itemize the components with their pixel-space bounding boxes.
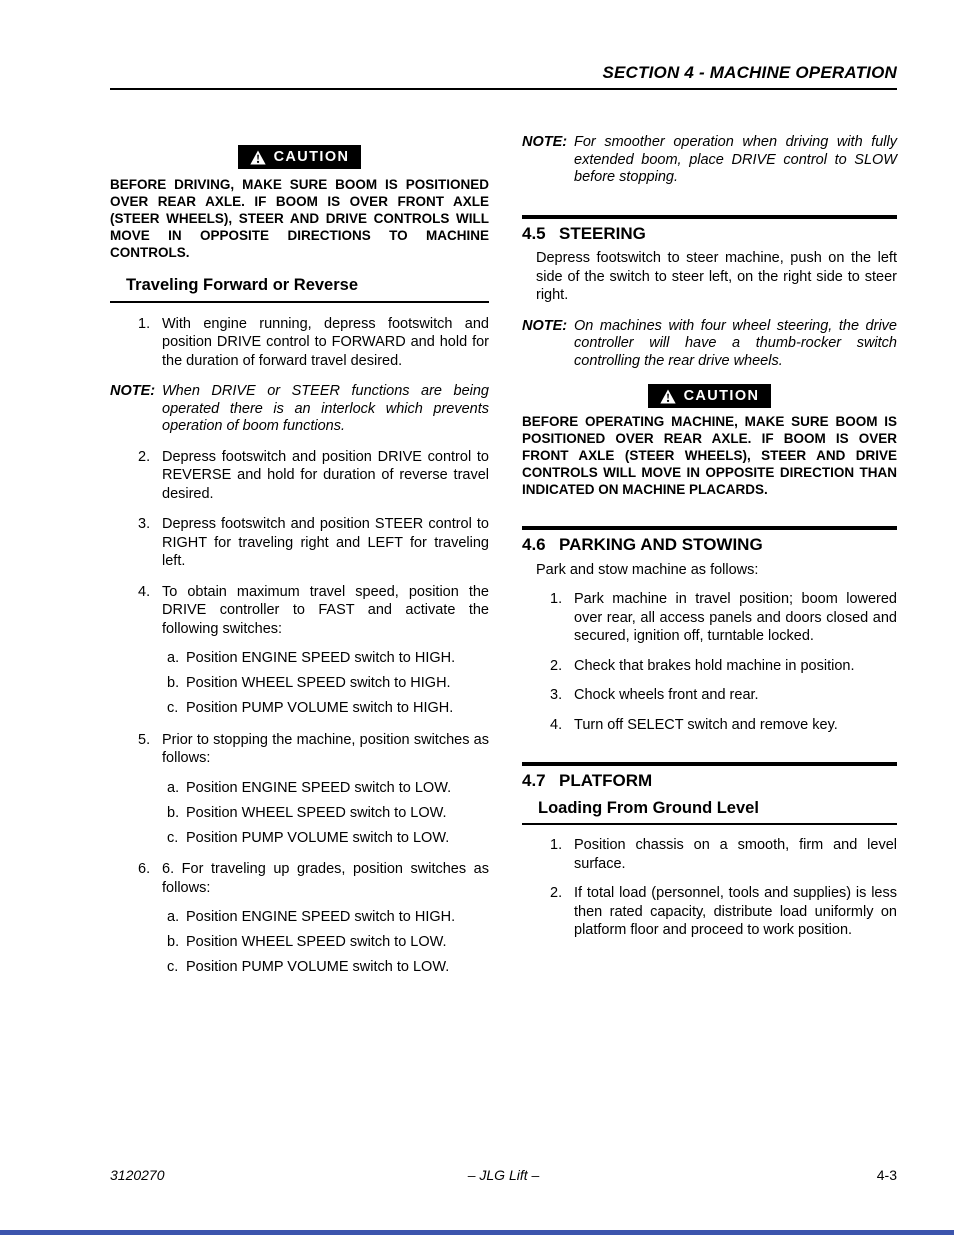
list-item xyxy=(110,448,489,504)
list-item-text: To obtain maximum travel speed, position the DRIVE controller to FAST and activate the following switches: xyxy=(162,583,489,637)
sublist-item-text: Position ENGINE SPEED switch to HIGH. xyxy=(186,909,456,925)
sublist-item-letter: c. xyxy=(167,959,179,975)
note-label: NOTE: xyxy=(522,134,568,150)
footer-doc-number: 3120270 xyxy=(110,1167,165,1183)
list-item xyxy=(110,583,489,639)
note-text: On machines with four wheel steering, the drive controller will have a thumb-rocker switch controlling the rear drive wheels. xyxy=(574,317,897,369)
paragraph: Depress footswitch to steer machine, push on the left side of the switch to steer left, on the right side to steer right. xyxy=(536,250,897,303)
section-title: STEERING xyxy=(559,223,646,243)
caution-badge xyxy=(238,145,362,169)
list-item-text: If total load (personnel, tools and supplies) is less then rated capacity, distribute load uniformly on platform floor and proceed to work position. xyxy=(574,885,897,938)
sublist-item-text: Position PUMP VOLUME switch to HIGH. xyxy=(186,700,454,716)
sub-heading-text: Loading From Ground Level xyxy=(538,798,759,817)
note xyxy=(522,318,897,371)
section-number: 4.5 xyxy=(522,223,546,243)
list-item-number: 5. xyxy=(138,731,151,748)
note-text: When DRIVE or STEER functions are being operated there is an interlock which prevents operation of boom functions. xyxy=(162,383,489,434)
sublist-item xyxy=(110,958,489,977)
note-label: NOTE: xyxy=(110,383,156,399)
list-item-number: 3. xyxy=(550,687,563,703)
sublist-item-text: Position ENGINE SPEED switch to LOW. xyxy=(186,779,452,796)
sublist-item-text: Position WHEEL SPEED switch to LOW. xyxy=(186,934,447,950)
sublist-item xyxy=(110,908,489,927)
sublist-item-text: Position ENGINE SPEED switch to HIGH. xyxy=(186,650,456,666)
sublist-item-text: Position WHEEL SPEED switch to HIGH. xyxy=(186,675,451,691)
list-item-text: Park machine in travel position; boom lowered over rear, all access panels and doors closed and secured, ignition off, turntable locked. xyxy=(574,591,897,644)
sublist-item-letter: c. xyxy=(167,700,179,716)
sublist-item-text: Position PUMP VOLUME switch to LOW. xyxy=(186,959,450,975)
sub-heading xyxy=(110,276,489,303)
sub-heading xyxy=(522,799,897,826)
sub-heading-text: Traveling Forward or Reverse xyxy=(126,276,359,294)
list-item-text: Chock wheels front and rear. xyxy=(574,687,759,703)
list-item-number: 1. xyxy=(550,591,563,607)
sublist-item-letter: b. xyxy=(167,675,180,691)
list-item-number: 3. xyxy=(138,516,151,532)
footer-publication: – JLG Lift – xyxy=(467,1167,540,1183)
list-item-text: Depress footswitch and position DRIVE control to REVERSE and hold for duration of reverse travel desired. xyxy=(162,448,489,502)
sublist-item xyxy=(110,829,489,848)
list-item xyxy=(110,515,489,571)
sublist-item-letter: a. xyxy=(167,650,180,666)
list-item-number: 6. xyxy=(138,861,151,877)
section-number: 4.6 xyxy=(522,535,546,554)
sublist-item-text: Position WHEEL SPEED switch to LOW. xyxy=(186,804,447,821)
sublist-item-letter: b. xyxy=(167,804,180,821)
note xyxy=(522,134,897,187)
list-item-text: Position chassis on a smooth, firm and level surface. xyxy=(574,837,897,872)
list-item-text: Check that brakes hold machine in position. xyxy=(574,657,855,674)
sublist-item-letter: a. xyxy=(167,909,180,925)
list-item xyxy=(522,590,897,646)
list-item-text: 6. For traveling up grades, position switches as follows: xyxy=(162,861,489,896)
page-body xyxy=(110,100,897,977)
list-item xyxy=(110,315,489,371)
note-text: For smoother operation when driving with fully extended boom, place DRIVE control to SLOW before stopping. xyxy=(574,134,897,185)
list-item xyxy=(522,836,897,873)
section-heading xyxy=(522,215,897,244)
list-item xyxy=(110,860,489,897)
footer-page-number: 4-3 xyxy=(876,1167,897,1183)
section-heading xyxy=(522,762,897,791)
left-column xyxy=(110,100,489,977)
list-item xyxy=(522,657,897,676)
warning-text: BEFORE DRIVING, MAKE SURE BOOM IS POSITIONED OVER REAR AXLE. IF BOOM IS OVER FRONT AXLE (STEER WHEELS), STEER AND DRIVE CONTROLS WILL MOVE IN OPPOSITE DIRECTIONS TO MACHINE CONTROLS. xyxy=(110,177,489,260)
list-item-number: 2. xyxy=(138,448,151,465)
header-rule xyxy=(110,88,897,90)
section-heading xyxy=(522,526,897,555)
list-item-number: 2. xyxy=(550,657,563,674)
warning-triangle-icon xyxy=(660,389,676,404)
note-label: NOTE: xyxy=(522,317,568,334)
list-item-text: Prior to stopping the machine, position switches as follows: xyxy=(162,731,489,766)
warning-text: BEFORE OPERATING MACHINE, MAKE SURE BOOM IS POSITIONED OVER REAR AXLE. IF BOOM IS OVER FRONT AXLE (STEER WHEELS), STEER AND DRIVE CONTROLS WILL MOVE IN OPPOSITE DIRECTION THAN INDICATED ON MACHINE PLACARDS. xyxy=(522,414,897,497)
list-item xyxy=(522,686,897,705)
sublist-item-letter: b. xyxy=(167,934,180,950)
sublist-item-letter: a. xyxy=(167,779,180,796)
sublist-item-letter: c. xyxy=(167,829,179,846)
section-number: 4.7 xyxy=(522,771,546,790)
list-item-number: 4. xyxy=(138,583,151,600)
section-title: PLATFORM xyxy=(559,771,653,790)
list-item-number: 4. xyxy=(550,716,563,733)
caution-banner xyxy=(522,384,897,408)
list-item xyxy=(522,716,897,735)
caution-label: CAUTION xyxy=(683,387,760,404)
list-item-number: 1. xyxy=(138,315,151,332)
sublist-item xyxy=(110,933,489,952)
right-column xyxy=(522,100,897,940)
list-item-text: Turn off SELECT switch and remove key. xyxy=(574,716,838,733)
note xyxy=(110,383,489,436)
list-item-text: Depress footswitch and position STEER control to RIGHT for traveling right and LEFT for traveling left. xyxy=(162,516,489,569)
paragraph: Park and stow machine as follows: xyxy=(536,561,759,578)
list-item xyxy=(110,731,489,768)
sublist-item xyxy=(110,674,489,693)
sublist-item xyxy=(110,649,489,668)
sublist-item-text: Position PUMP VOLUME switch to LOW. xyxy=(186,829,450,846)
list-item-number: 1. xyxy=(550,837,563,853)
sublist-item xyxy=(110,804,489,823)
list-item-number: 2. xyxy=(550,885,563,901)
caution-label: CAUTION xyxy=(273,148,350,165)
sublist-item xyxy=(110,699,489,718)
page-header-title: SECTION 4 - MACHINE OPERATION xyxy=(602,63,897,82)
warning-triangle-icon xyxy=(250,150,266,165)
list-item-text: With engine running, depress footswitch and position DRIVE control to FORWARD and hold for the duration of forward travel desired. xyxy=(162,315,489,369)
caution-banner xyxy=(110,145,489,169)
list-item xyxy=(522,884,897,940)
sublist-item xyxy=(110,779,489,798)
page-bottom-edge-bar xyxy=(0,1230,954,1235)
section-title: PARKING AND STOWING xyxy=(559,535,763,554)
caution-badge xyxy=(648,384,772,408)
